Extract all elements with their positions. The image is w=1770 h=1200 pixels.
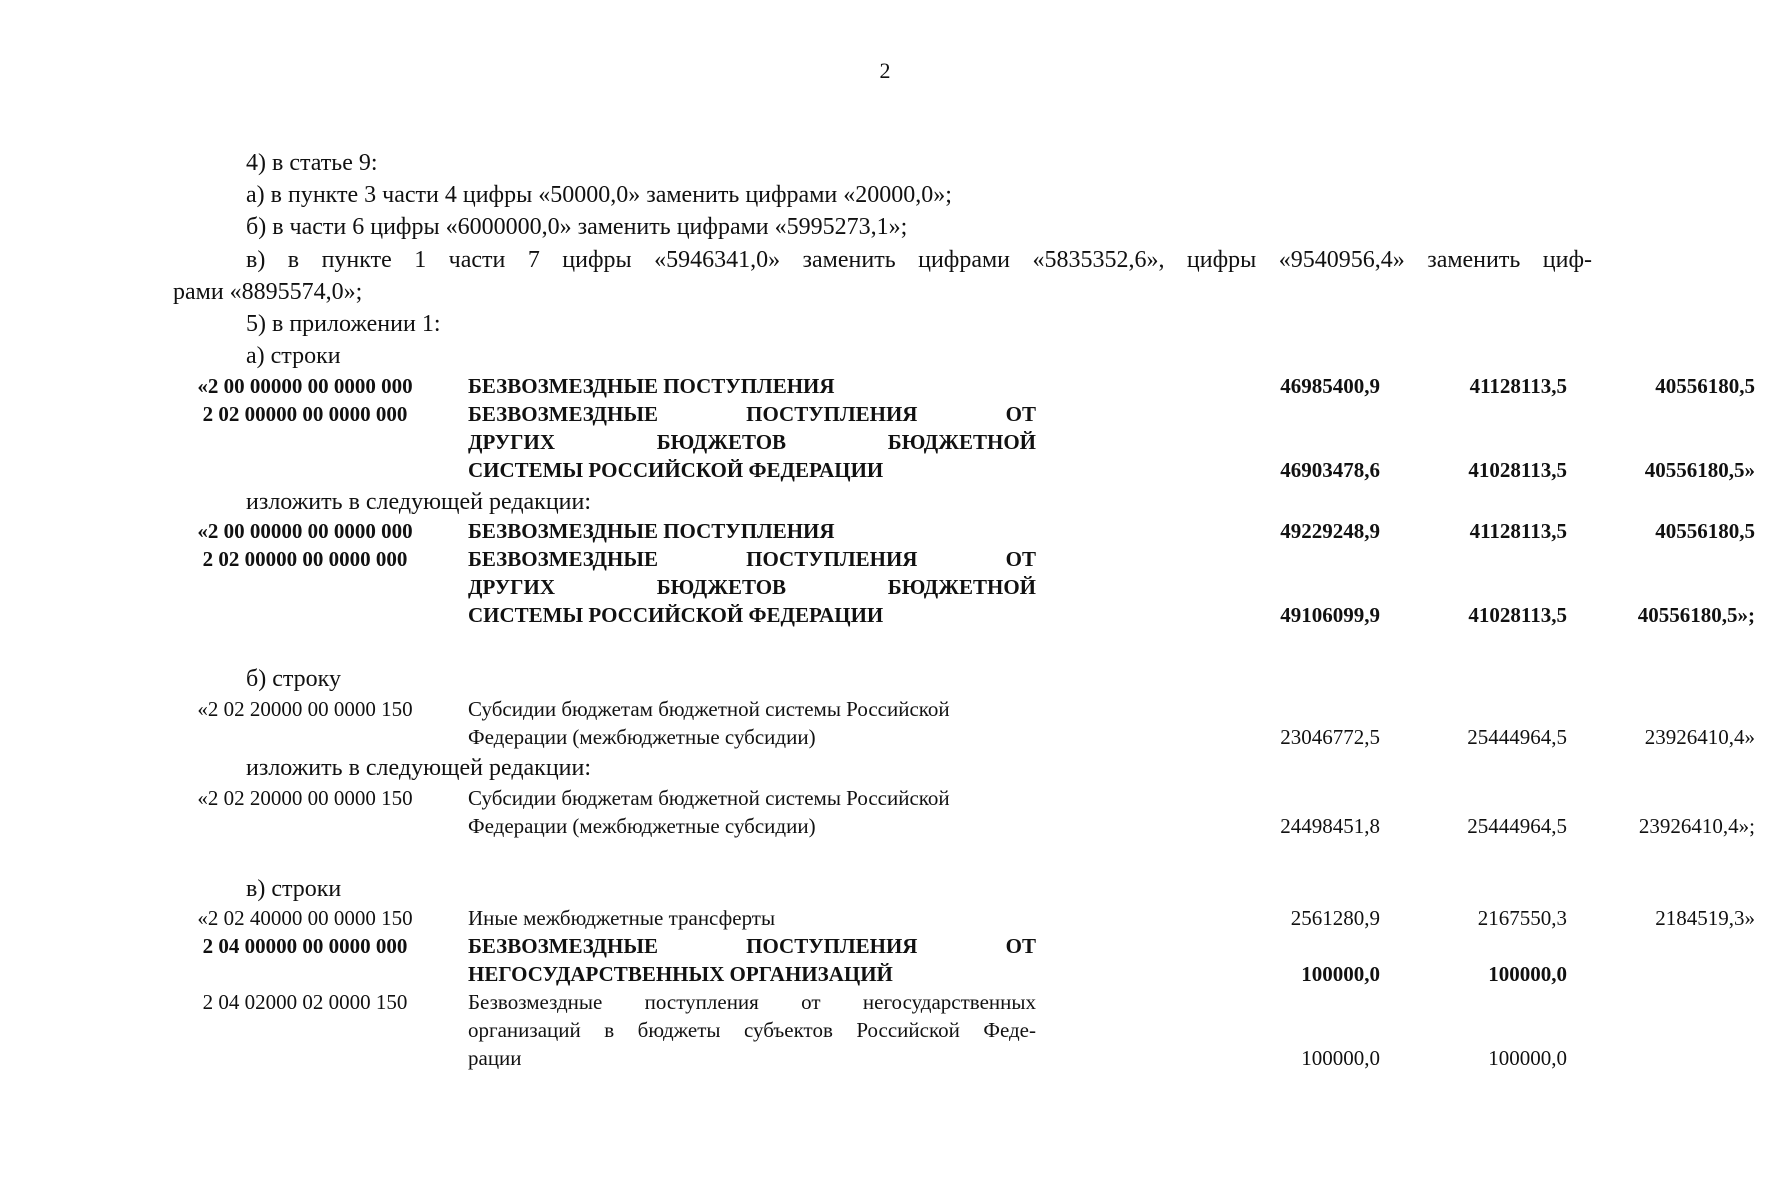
paragraph-4v-line2: рами «8895574,0»; xyxy=(173,279,363,305)
row-value-2: 41028113,5 xyxy=(1468,458,1567,482)
row-description-line: НЕГОСУДАРСТВЕННЫХ ОРГАНИЗАЦИЙ xyxy=(468,962,893,986)
paragraph-5v: в) строки xyxy=(246,876,342,902)
row-value-1: 49106099,9 xyxy=(1280,603,1380,627)
paragraph-4b: б) в части 6 цифры «6000000,0» заменить цифрами «5995273,1»; xyxy=(246,214,908,240)
paragraph-5: 5) в приложении 1: xyxy=(246,311,441,337)
paragraph-4a: а) в пункте 3 части 4 цифры «50000,0» заменить цифрами «20000,0»; xyxy=(246,182,952,208)
row-code: 2 02 00000 00 0000 000 xyxy=(202,402,408,426)
row-value-3: 2184519,3» xyxy=(1655,906,1755,930)
row-description-line: организаций в бюджеты субъектов Российской Феде- xyxy=(468,1018,1036,1042)
row-value-1: 100000,0 xyxy=(1301,962,1380,986)
row-value-2: 41028113,5 xyxy=(1468,603,1567,627)
row-description-line: Субсидии бюджетам бюджетной системы Российской xyxy=(468,786,950,810)
row-value-2: 100000,0 xyxy=(1488,962,1567,986)
row-value-1: 46903478,6 xyxy=(1280,458,1380,482)
row-description-line: СИСТЕМЫ РОССИЙСКОЙ ФЕДЕРАЦИИ xyxy=(468,458,884,482)
row-description-line: ДРУГИХ БЮДЖЕТОВ БЮДЖЕТНОЙ xyxy=(468,575,1036,599)
row-code: 2 04 02000 02 0000 150 xyxy=(202,990,408,1014)
row-description-line: Безвозмездные поступления от негосударственных xyxy=(468,990,1036,1014)
row-description-line: рации xyxy=(468,1046,522,1070)
row-description-line: Федерации (межбюджетные субсидии) xyxy=(468,725,816,749)
row-description-line: БЕЗВОЗМЕЗДНЫЕ ПОСТУПЛЕНИЯ ОТ xyxy=(468,402,1036,426)
row-description: БЕЗВОЗМЕЗДНЫЕ ПОСТУПЛЕНИЯ xyxy=(468,374,835,398)
row-value-1: 46985400,9 xyxy=(1280,374,1380,398)
row-description-line: Федерации (межбюджетные субсидии) xyxy=(468,814,816,838)
row-value-2: 100000,0 xyxy=(1488,1046,1567,1070)
row-value-2: 25444964,5 xyxy=(1467,814,1567,838)
row-value-3: 23926410,4» xyxy=(1644,725,1755,749)
row-value-2: 2167550,3 xyxy=(1477,906,1567,930)
row-code: 2 04 00000 00 0000 000 xyxy=(202,934,408,958)
paragraph-5a: а) строки xyxy=(246,343,341,369)
row-code: «2 02 40000 00 0000 150 xyxy=(197,906,413,930)
row-description-line: Субсидии бюджетам бюджетной системы Российской xyxy=(468,697,950,721)
row-description-line: БЕЗВОЗМЕЗДНЫЕ ПОСТУПЛЕНИЯ ОТ xyxy=(468,547,1036,571)
row-value-1: 23046772,5 xyxy=(1280,725,1380,749)
row-value-3: 40556180,5»; xyxy=(1637,603,1755,627)
row-description-line: БЕЗВОЗМЕЗДНЫЕ ПОСТУПЛЕНИЯ ОТ xyxy=(468,934,1036,958)
row-value-2: 25444964,5 xyxy=(1467,725,1567,749)
row-value-3: 40556180,5» xyxy=(1644,458,1755,482)
row-value-1: 49229248,9 xyxy=(1280,519,1380,543)
page-number: 2 xyxy=(879,58,891,83)
row-value-3: 40556180,5 xyxy=(1655,519,1755,543)
row-code: «2 02 20000 00 0000 150 xyxy=(197,697,413,721)
row-value-3: 23926410,4»; xyxy=(1638,814,1755,838)
row-value-2: 41128113,5 xyxy=(1469,519,1567,543)
row-code: «2 00 00000 00 0000 000 xyxy=(197,519,413,543)
row-description: Иные межбюджетные трансферты xyxy=(468,906,776,930)
paragraph-4v-line1: в) в пункте 1 части 7 цифры «5946341,0» заменить цифрами «5835352,6», цифры «9540956,4» заменить циф- xyxy=(246,247,1592,273)
paragraph-5b: б) строку xyxy=(246,666,341,692)
row-code: 2 02 00000 00 0000 000 xyxy=(202,547,408,571)
row-value-1: 24498451,8 xyxy=(1280,814,1380,838)
row-code: «2 00 00000 00 0000 000 xyxy=(197,374,413,398)
paragraph-4: 4) в статье 9: xyxy=(246,150,378,176)
row-value-1: 2561280,9 xyxy=(1290,906,1380,930)
row-description: БЕЗВОЗМЕЗДНЫЕ ПОСТУПЛЕНИЯ xyxy=(468,519,835,543)
row-code: «2 02 20000 00 0000 150 xyxy=(197,786,413,810)
row-value-1: 100000,0 xyxy=(1301,1046,1380,1070)
edit-instruction-2: изложить в следующей редакции: xyxy=(246,755,592,781)
row-value-3: 40556180,5 xyxy=(1655,374,1755,398)
row-description-line: СИСТЕМЫ РОССИЙСКОЙ ФЕДЕРАЦИИ xyxy=(468,603,884,627)
edit-instruction-1: изложить в следующей редакции: xyxy=(246,489,592,515)
row-description-line: ДРУГИХ БЮДЖЕТОВ БЮДЖЕТНОЙ xyxy=(468,430,1036,454)
row-value-2: 41128113,5 xyxy=(1469,374,1567,398)
